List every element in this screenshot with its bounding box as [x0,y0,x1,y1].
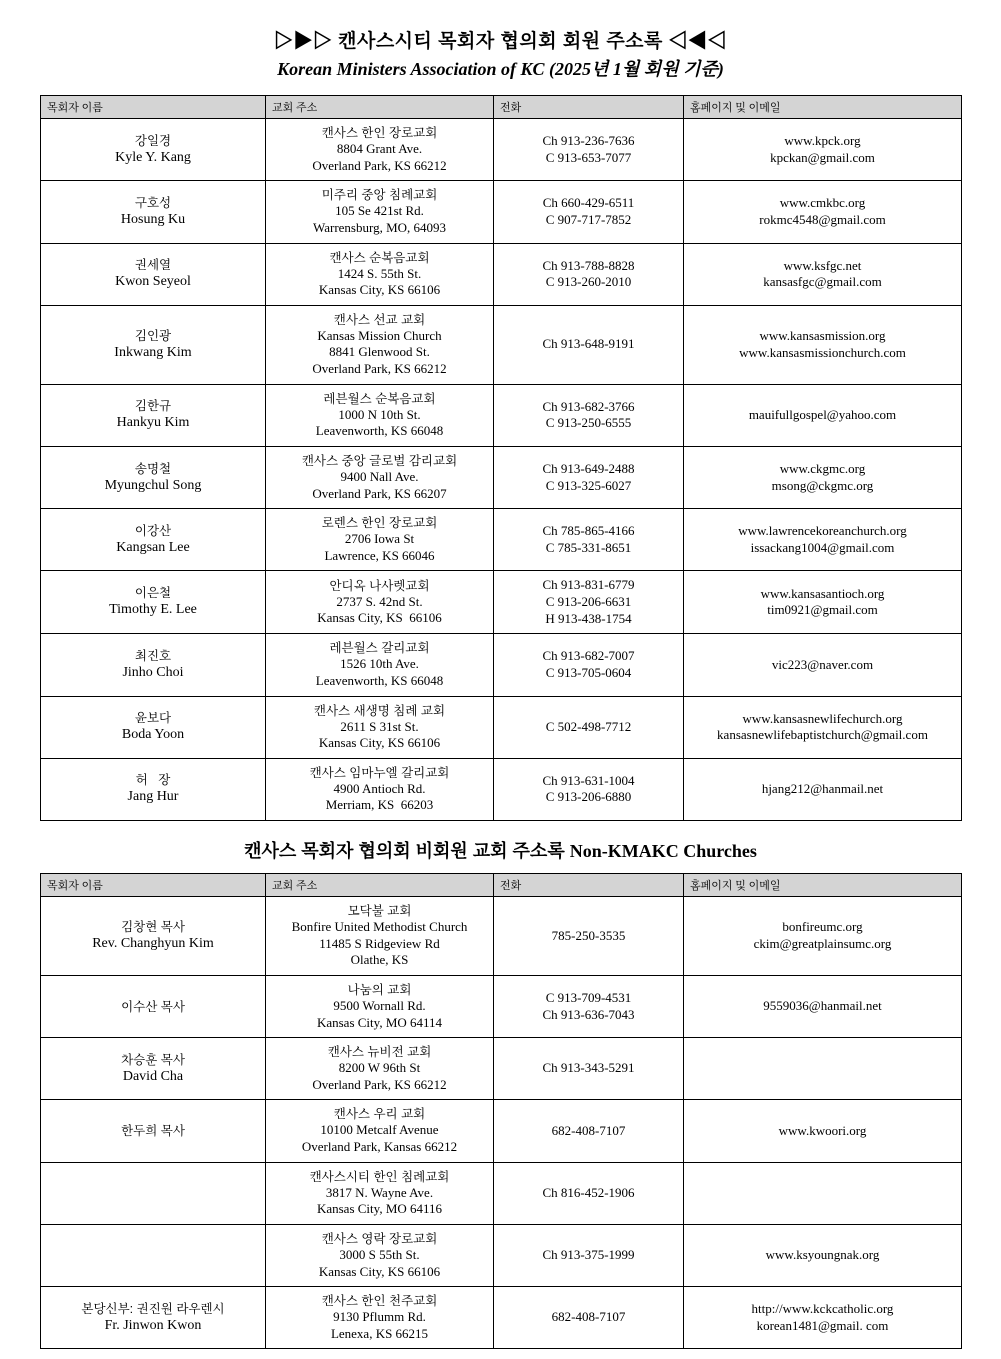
text-line: 9500 Wornall Rd. [333,997,426,1013]
cell-church-address [266,897,494,976]
text-line: 3817 N. Wayne Ave. [325,1184,434,1200]
table-header-row [41,874,962,897]
text-line: http://www.kckcatholic.org [751,1301,894,1317]
text-line: Overland Park, KS 66212 [312,157,447,173]
text-line: Leavenworth, KS 66048 [315,423,444,439]
cell-web-email [684,1038,962,1100]
text-line: 2706 Iowa St [344,531,415,547]
cell-phone [494,384,684,446]
cell-phone [494,1038,684,1100]
text-line: Overland Park, KS 66212 [312,1076,447,1092]
text-line: Inkwang Kim [114,344,192,360]
text-line: Ch 913-649-2488 [542,460,635,476]
text-line: 캔사스 한인 장로교회 [321,126,438,140]
text-line: 캔사스시티 한인 침례교회 [309,1169,450,1184]
text-line: 송명철 [134,461,172,476]
text-line: C 502-498-7712 [545,718,632,734]
text-line: Ch 913-343-5291 [542,1060,635,1076]
text-line: ckim@greatplainsumc.org [753,935,892,951]
text-line: 105 Se 421st Rd. [335,203,424,219]
cell-church-address [266,119,494,181]
text-line: msong@ckgmc.org [771,477,874,493]
text-line: 안디옥 나사렛교회 [329,578,430,593]
column-header-address: 교회 주소 [266,874,494,897]
text-line: 미주리 중앙 침례교회 [321,188,438,203]
cell-phone [494,975,684,1037]
text-line: 캔사스 우리 교회 [333,1107,426,1122]
cell-minister-name [41,1038,266,1100]
text-line: bonfireumc.org [782,919,863,935]
cell-minister-name [41,509,266,571]
text-line: Lawrence, KS 66046 [324,547,435,563]
text-line: Warrensburg, MO, 64093 [312,219,447,235]
empty-value [45,1187,261,1200]
cell-phone [494,696,684,758]
text-line: 9400 Nall Ave. [340,468,419,484]
cell-minister-name [41,1100,266,1162]
column-header-phone: 전화 [494,96,684,119]
text-line: 11485 S Ridgeview Rd [319,935,440,951]
section-title-ko: 캔사스 목회자 협의회 비회원 교회 주소록 [244,841,570,861]
text-line: 모닥불 교회 [347,904,412,918]
text-line: Boda Yoon [121,727,185,743]
text-line: C 913-653-7077 [545,149,632,165]
column-header-web: 홈페이지 및 이메일 [684,874,962,897]
text-line: 한두희 목사 [121,1124,185,1138]
table-row [41,758,962,820]
text-line: www.ksfgc.net [783,257,862,273]
text-line: Hosung Ku [120,211,186,227]
text-line: 김인광 [134,328,172,343]
text-line: 권세열 [134,258,172,273]
cell-church-address [266,571,494,634]
text-line: Ch 913-648-9191 [542,336,635,352]
cell-minister-name [41,181,266,243]
text-line: hjang212@hanmail.net [761,781,884,797]
text-line: 1424 S. 55th St. [337,265,422,281]
cell-church-address [266,1287,494,1349]
text-line: 로렌스 한인 장로교회 [321,516,438,531]
text-line: Kansas City, MO 64116 [316,1201,443,1217]
text-line: C 913-260-2010 [545,274,632,290]
cell-minister-name [41,384,266,446]
table-row [41,634,962,696]
text-line: Kwon Seyeol [115,274,191,290]
text-line: 본당신부: 권진원 라우렌시 [81,1301,225,1316]
cell-minister-name [41,571,266,634]
cell-web-email [684,571,962,634]
empty-value [45,1249,261,1262]
text-line: 2737 S. 42nd St. [336,593,423,609]
cell-minister-name [41,634,266,696]
text-line: Ch 816-452-1906 [542,1184,635,1200]
text-line: 캔사스 영락 장로교회 [321,1231,438,1246]
text-line: 레븐월스 갈리교회 [329,641,430,656]
text-line: C 907-717-7852 [545,211,632,227]
table-row [41,446,962,508]
text-line: 8804 Grant Ave. [336,141,423,156]
page-title: ▷▶▷ 캔사스시티 목회자 협의회 회원 주소록 ◁◀◁ [273,31,728,52]
text-line: Ch 785-865-4166 [542,523,635,539]
non-members-table [40,873,962,1349]
text-line: 캔사스 임마누엘 갈리교회 [309,765,450,780]
text-line: Kansas City, KS 66106 [318,735,441,751]
text-line: Ch 913-788-8828 [542,257,635,273]
text-line: 1526 10th Ave. [340,656,419,672]
text-line: Olathe, KS [350,952,409,968]
cell-minister-name [41,1162,266,1224]
table-row [41,897,962,976]
cell-phone [494,571,684,634]
text-line: Fr. Jinwon Kwon [104,1317,202,1333]
text-line: www.kansasmission.org [759,328,886,344]
cell-web-email [684,897,962,976]
cell-minister-name [41,758,266,820]
column-header-name: 목회자 이름 [41,96,266,119]
cell-phone [494,181,684,243]
text-line: Ch 913-375-1999 [542,1247,635,1263]
column-header-phone: 전화 [494,874,684,897]
page-subtitle: Korean Ministers Association of KC (2025년 1월 회원 기준) [277,59,724,79]
cell-web-email [684,1100,962,1162]
cell-minister-name [41,897,266,976]
table-row [41,1162,962,1224]
section-title-en: Non-KMAKC Churches [569,841,757,861]
cell-web-email [684,305,962,384]
text-line: Ch 913-682-7007 [542,648,635,664]
cell-church-address [266,305,494,384]
cell-phone [494,243,684,305]
text-line: issackang1004@gmail.com [750,539,895,555]
text-line: 1000 N 10th St. [338,406,421,422]
text-line: 김창현 목사 [121,919,185,934]
text-line: 이수산 목사 [121,999,185,1014]
text-line: 캔사스 뉴비전 교회 [327,1045,432,1060]
text-line: 구호성 [134,195,172,210]
table-row [41,181,962,243]
text-line: www.kwoori.org [778,1122,867,1138]
text-line: tim0921@gmail.com [767,602,878,618]
cell-phone [494,446,684,508]
column-header-address: 교회 주소 [266,96,494,119]
cell-web-email [684,243,962,305]
cell-phone [494,758,684,820]
text-line: David Cha [122,1068,184,1084]
table-row [41,119,962,181]
text-line: Lenexa, KS 66215 [330,1325,429,1341]
text-line: Kansas City, KS 66106 [318,282,441,298]
cell-church-address [266,1162,494,1224]
text-line: Overland Park, KS 66207 [312,485,447,501]
text-line: 9130 Pflumm Rd. [333,1309,426,1325]
text-line: H 913-438-1754 [545,610,632,626]
text-line: www.kansasantioch.org [760,585,885,601]
members-table-body [41,119,962,821]
text-line: 10100 Metcalf Avenue [320,1122,439,1138]
text-line: Ch 913-236-7636 [542,133,635,148]
text-line: C 913-206-6631 [545,594,632,609]
cell-web-email [684,181,962,243]
table-row [41,1287,962,1349]
cell-church-address [266,446,494,508]
text-line: vic223@naver.com [771,656,874,672]
text-line: 2611 S 31st St. [340,718,419,734]
text-line: Merriam, KS 66203 [325,797,434,813]
text-line: Overland Park, KS 66212 [312,361,447,376]
cell-church-address [266,1038,494,1100]
cell-minister-name [41,1287,266,1349]
text-line: Kangsan Lee [116,539,190,555]
cell-web-email [684,384,962,446]
cell-church-address [266,384,494,446]
cell-web-email [684,509,962,571]
text-line: C 913-709-4531 [545,989,632,1005]
text-line: Rev. Changhyun Kim [92,935,214,951]
table-row [41,1100,962,1162]
text-line: Overland Park, Kansas 66212 [301,1139,458,1154]
text-line: C 913-325-6027 [545,477,632,493]
empty-value [688,1187,957,1200]
text-line: C 913-705-0604 [545,664,632,680]
text-line: 682-408-7107 [551,1122,626,1138]
text-line: 강일경 [134,133,172,148]
cell-minister-name [41,975,266,1037]
text-line: Timothy E. Lee [109,602,197,618]
cell-web-email [684,1162,962,1224]
cell-web-email [684,119,962,181]
text-line: 허 장 [135,773,171,788]
cell-minister-name [41,1224,266,1286]
text-line: C 913-206-6880 [545,789,632,805]
text-line: www.kansasnewlifechurch.org [742,710,903,726]
text-line: Kansas City, KS 66106 [317,610,442,626]
text-line: mauifullgospel@yahoo.com [748,406,897,422]
table-row [41,384,962,446]
text-line: Hankyu Kim [116,415,190,431]
text-line: 김한규 [134,399,172,414]
text-line: Kansas City, MO 64114 [316,1014,443,1030]
cell-web-email [684,758,962,820]
table-row [41,305,962,384]
text-line: Kyle Y. Kang [115,149,191,165]
table-row [41,509,962,571]
text-line: 785-250-3535 [551,927,626,943]
cell-phone [494,1100,684,1162]
cell-minister-name [41,243,266,305]
text-line: Jinho Choi [122,664,184,680]
table-row [41,1224,962,1286]
text-line: 최진호 [134,648,172,663]
text-line: korean1481@gmail. com [756,1317,889,1333]
text-line: 캔사스 중앙 글로벌 감리교회 [301,453,458,468]
members-table [40,95,962,821]
cell-phone [494,1224,684,1286]
text-line: 차승훈 목사 [121,1052,185,1067]
text-line: 캔사스 새생명 침례 교회 [313,703,446,718]
text-line: 4900 Antioch Rd. [333,780,426,796]
cell-web-email [684,1224,962,1286]
text-line: 682-408-7107 [551,1309,626,1325]
text-line: Ch 660-429-6511 [542,195,635,211]
cell-church-address [266,975,494,1037]
cell-church-address [266,181,494,243]
text-line: Ch 913-831-6779 [542,577,635,593]
text-line: Ch 913-636-7043 [542,1006,635,1022]
text-line: Jang Hur [127,789,179,805]
cell-church-address [266,696,494,758]
cell-church-address [266,1224,494,1286]
cell-church-address [266,634,494,696]
cell-minister-name [41,305,266,384]
cell-church-address [266,758,494,820]
text-line: Leavenworth, KS 66048 [315,672,444,688]
cell-church-address [266,243,494,305]
text-line: Bonfire United Methodist Church [291,919,468,934]
text-line: 레븐월스 순복음교회 [323,391,436,406]
cell-church-address [266,509,494,571]
column-header-name: 목회자 이름 [41,874,266,897]
text-line: 8841 Glenwood St. [329,344,430,360]
text-line: 이은철 [134,586,172,601]
non-members-table-body [41,897,962,1349]
cell-web-email [684,634,962,696]
empty-value [688,1062,957,1075]
cell-phone [494,119,684,181]
section-title-non-members [40,837,961,863]
text-line: www.cmkbc.org [779,195,866,211]
text-line: www.kpck.org [784,133,861,148]
cell-church-address [266,1100,494,1162]
text-line: 8200 W 96th St [338,1060,421,1076]
text-line: Ch 913-631-1004 [542,772,635,788]
text-line: 9559036@hanmail.net [763,998,882,1014]
cell-web-email [684,975,962,1037]
cell-phone [494,509,684,571]
table-row [41,243,962,305]
text-line: Kansas City, KS 66106 [318,1263,441,1279]
cell-minister-name [41,696,266,758]
cell-web-email [684,696,962,758]
text-line: Myungchul Song [104,477,202,493]
table-row [41,975,962,1037]
text-line: kansasfgc@gmail.com [763,274,882,290]
text-line: 캔사스 순복음교회 [329,250,430,265]
text-line: 3000 S 55th St. [339,1246,420,1262]
text-line: 윤보다 [134,711,172,726]
text-line: C 785-331-8651 [545,539,632,555]
table-header-row [41,96,962,119]
text-line: 나눔의 교회 [347,982,412,997]
text-line: kansasnewlifebaptistchurch@gmail.com [717,727,928,743]
cell-web-email [684,446,962,508]
text-line: Kansas Mission Church [317,327,442,343]
cell-phone [494,1287,684,1349]
table-row [41,696,962,758]
text-line: www.lawrencekoreanchurch.org [738,523,907,539]
cell-phone [494,305,684,384]
cell-phone [494,634,684,696]
text-line: www.kansasmissionchurch.com [739,344,906,360]
cell-phone [494,897,684,976]
text-line: Ch 913-682-3766 [542,398,635,414]
cell-web-email [684,1287,962,1349]
text-line: 캔사스 한인 천주교회 [321,1294,438,1309]
text-line: www.ckgmc.org [779,460,866,476]
text-line: rokmc4548@gmail.com [759,211,886,227]
table-row [41,571,962,634]
text-line: 캔사스 선교 교회 [333,312,426,327]
cell-minister-name [41,119,266,181]
text-line: C 913-250-6555 [545,415,632,431]
text-line: kpckan@gmail.com [770,149,875,165]
text-line: 이강산 [134,523,172,538]
table-row [41,1038,962,1100]
cell-minister-name [41,446,266,508]
column-header-web: 홈페이지 및 이메일 [684,96,962,119]
text-line: www.ksyoungnak.org [765,1247,880,1263]
cell-phone [494,1162,684,1224]
